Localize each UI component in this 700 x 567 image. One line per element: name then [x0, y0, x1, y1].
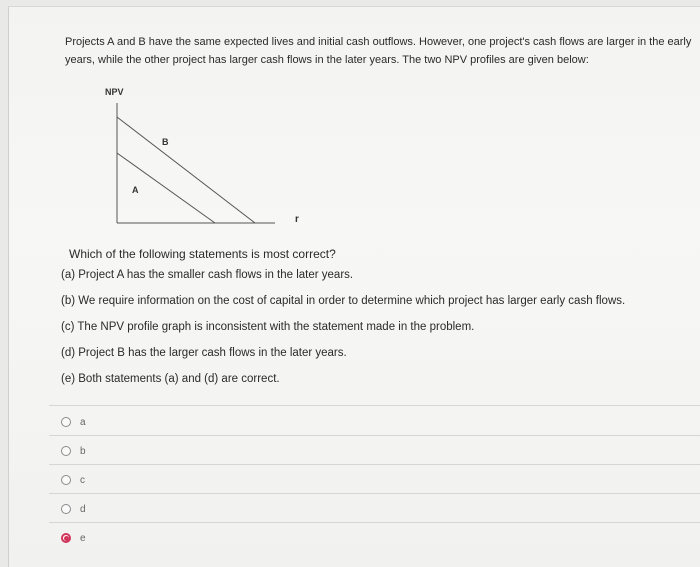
option-label: a — [80, 416, 86, 428]
divider — [49, 405, 700, 406]
option-c[interactable] — [61, 471, 85, 489]
statement-c: (c) The NPV profile graph is inconsistent with the statement made in the problem. — [61, 321, 475, 333]
option-label: b — [80, 445, 86, 457]
option-e[interactable] — [61, 529, 86, 547]
divider — [49, 464, 700, 465]
graph-x-axis-label: r — [295, 214, 299, 225]
question-text: Projects A and B have the same expected lives and initial cash outflows. However, one project's cash flows are larger in the early years, while the other project has larger cash flows in the later years. The two NPV profiles are given below: — [65, 36, 692, 66]
option-d[interactable] — [61, 500, 86, 518]
radio-dot — [64, 536, 69, 541]
option-label: d — [80, 503, 86, 515]
option-label: c — [80, 474, 85, 486]
option-b[interactable] — [61, 442, 86, 460]
radio-button-selected[interactable] — [61, 533, 71, 543]
question-panel — [8, 6, 700, 567]
line-a-label: A — [132, 185, 139, 195]
question-stem: Which of the following statements is most correct? — [69, 247, 336, 261]
statement-d: (d) Project B has the larger cash flows in the later years. — [61, 347, 347, 359]
radio-button[interactable] — [61, 417, 71, 427]
divider — [49, 435, 700, 436]
divider — [49, 522, 700, 523]
radio-button[interactable] — [61, 446, 71, 456]
line-b-label: B — [162, 137, 169, 147]
statement-b: (b) We require information on the cost of capital in order to determine which project has larger early cash flows. — [61, 295, 626, 307]
npv-line-b — [117, 117, 255, 223]
npv-profile-graph — [105, 83, 325, 233]
option-a[interactable] — [61, 413, 86, 431]
option-label: e — [80, 532, 86, 544]
radio-button[interactable] — [61, 475, 71, 485]
graph-y-axis-label: NPV — [105, 87, 124, 97]
statement-a: (a) Project A has the smaller cash flows in the later years. — [61, 269, 354, 281]
radio-button[interactable] — [61, 504, 71, 514]
statement-e: (e) Both statements (a) and (d) are correct. — [61, 373, 280, 385]
divider — [49, 493, 700, 494]
